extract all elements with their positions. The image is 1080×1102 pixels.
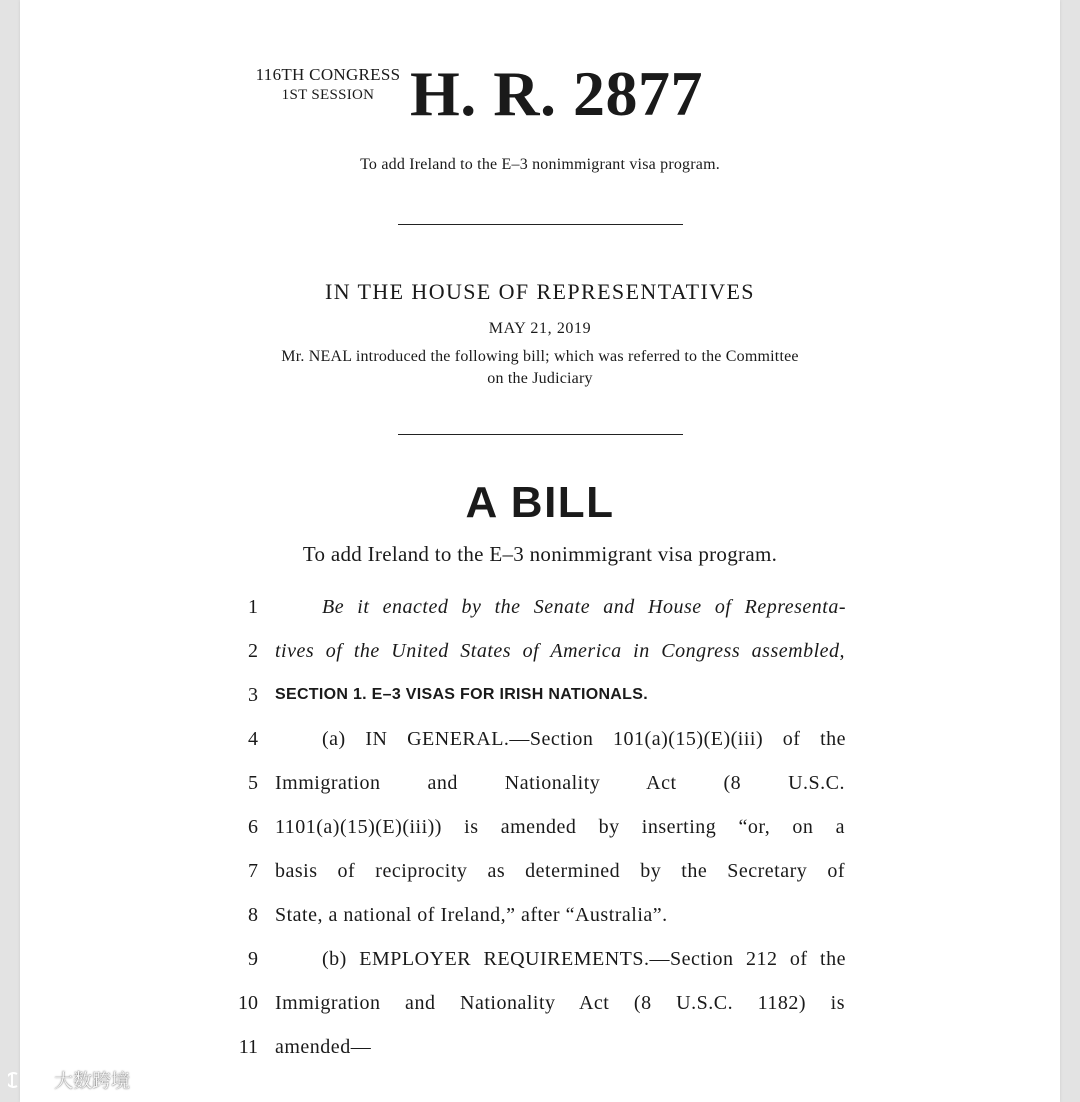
line-text: basis of reciprocity as determined by the Secretary of [275,860,845,882]
bill-line [0,761,1080,805]
line-number: 11 [238,1036,258,1058]
bill-line [0,937,1080,981]
bill-line [0,981,1080,1025]
line-number: 1 [248,596,258,618]
short-title: To add Ireland to the E–3 nonimmigrant visa program. [360,156,720,173]
line-number: 7 [248,860,258,882]
bill-line [0,585,1080,629]
divider-rule-top [398,224,683,225]
line-text: Immigration and Nationality Act (8 U.S.C. 1182) is [275,992,845,1014]
bill-line [0,805,1080,849]
line-number: 6 [248,816,258,838]
bill-line [0,849,1080,893]
line-number: 4 [248,728,258,750]
line-text: (b) EMPLOYER REQUIREMENTS.—Section 212 of the [322,948,846,970]
line-text: Be it enacted by the Senate and House of Representa- [322,596,846,618]
introduction-line-2: on the Judiciary [487,370,593,387]
line-text: tives of the United States of America in Congress assembled, [275,640,845,662]
introduction-date: MAY 21, 2019 [488,320,592,337]
line-text: (a) IN GENERAL.—Section 101(a)(15)(E)(iii) of the [322,728,846,750]
line-number: 10 [238,992,258,1014]
line-text: Immigration and Nationality Act (8 U.S.C. [275,772,845,794]
divider-rule-bottom [398,434,683,435]
line-number: 9 [248,948,258,970]
line-text: State, a national of Ireland,” after “Australia”. [275,904,668,926]
line-number: 3 [248,684,258,706]
bill-line [0,717,1080,761]
bill-line [0,629,1080,673]
long-title: To add Ireland to the E–3 nonimmigrant visa program. [302,542,778,566]
watermark-text: 大数跨境 [54,1070,131,1092]
congress-label: 116TH CONGRESS [255,65,401,84]
bill-line [0,893,1080,937]
introduction-line-1: Mr. NEAL introduced the following bill; which was referred to the Committee [281,348,799,365]
bill-line [0,673,1080,717]
line-number: 5 [248,772,258,794]
line-number: 8 [248,904,258,926]
session-label: 1ST SESSION [281,87,375,103]
bill-number: H. R. 2877 [410,58,703,129]
line-text: amended— [275,1036,372,1058]
bill-heading: A BILL [465,478,615,527]
chamber-heading: IN THE HOUSE OF REPRESENTATIVES [325,279,755,304]
logo-icon [8,1069,48,1091]
section-heading: SECTION 1. E–3 VISAS FOR IRISH NATIONALS. [275,686,648,703]
congress-session-block [228,64,428,106]
line-number: 2 [248,640,258,662]
bill-line [0,1025,1080,1069]
watermark [8,1066,130,1093]
line-text: 1101(a)(15)(E)(iii)) is amended by inserting “or, on a [275,816,845,838]
introduction-statement [20,346,1060,390]
